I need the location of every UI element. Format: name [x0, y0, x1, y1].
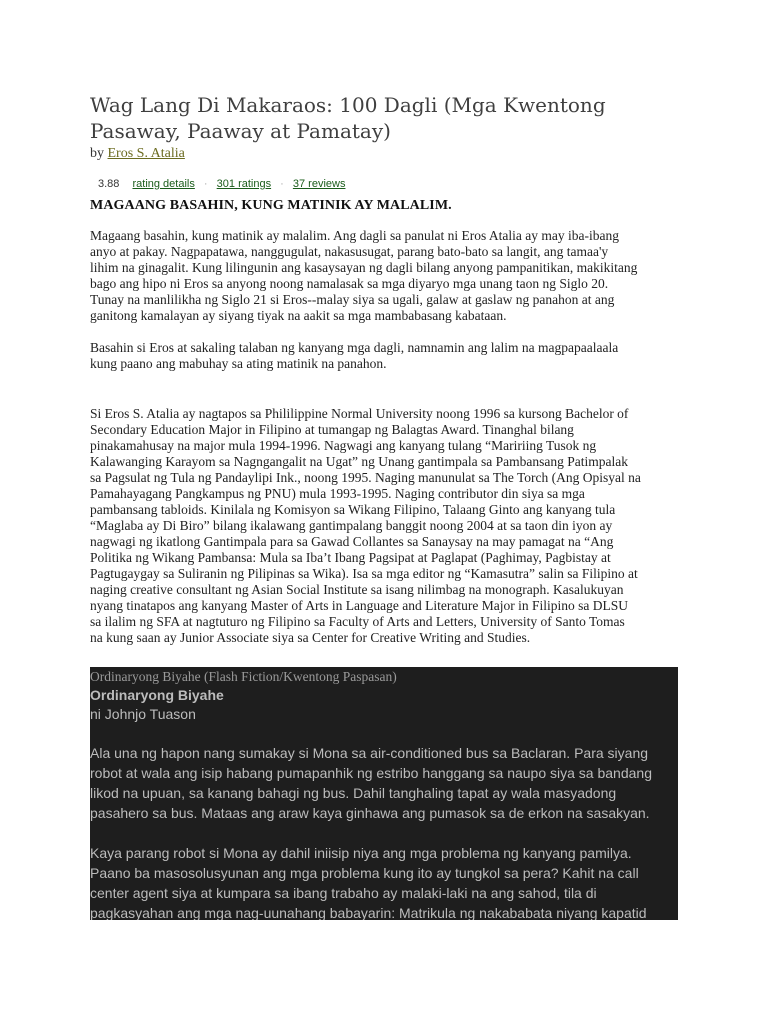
excerpt-author: ni Johnjo Tuason: [90, 706, 196, 722]
excerpt-paragraph-1: [90, 743, 678, 823]
text-line: nagwagi ng ikatlong Gantimpala para sa Gawad Collantes sa Sanaysay na may pamagat na “Ang: [90, 534, 614, 549]
text-line: Magaang basahin, kung matinik ay malalim. Ang dagli sa panulat ni Eros Atalia ay may iba-ibang: [90, 228, 619, 243]
by-label: by: [90, 146, 104, 161]
text-line: ganitong kamalayan ay siyang tiyak na aakit sa mga mambabasang kabataan.: [90, 308, 507, 323]
text-line: anyo at pakay. Nagpapatawa, nanggugulat, nakasusugat, parang bato-bato sa langit, ang tamaa'y: [90, 244, 609, 259]
text-line: pasahero sa bus. Mataas ang araw kaya ginhawa ang pumasok sa de erkon na sasakyan.: [90, 805, 650, 821]
text-line: pinakamahusay na major mula 1994-1996. Nagwagi ang kanyang tulang “Maririing Tusok ng: [90, 438, 597, 453]
author-bio-paragraph: [90, 406, 680, 646]
excerpt-paragraph-2: [90, 843, 678, 920]
text-line: bago ang hipo ni Eros sa anyong noong namalasak sa mga diyaryo mga unang taon ng Siglo 20.: [90, 276, 609, 291]
description-heading: MAGAANG BASAHIN, KUNG MATINIK AY MALALIM.: [90, 198, 452, 213]
rating-details-link[interactable]: rating details: [132, 178, 195, 190]
text-line: Tunay na manlilikha ng Siglo 21 si Eros--malay siya sa ugali, galaw at gaslaw ng panahon at ang: [90, 292, 615, 307]
reviews-count-link[interactable]: 37 reviews: [292, 178, 346, 190]
text-line: pagkasyahan ang mga nag-uunahang babayarin: Matrikula ng nakababata niyang kapatid: [90, 905, 647, 920]
text-line: sa Pagsulat ng Tula ng Pandaylipi Ink., noong 1995. Naging manunulat sa The Torch (Ang Opisyal na: [90, 470, 641, 485]
ratings-count-link[interactable]: 301 ratings: [216, 178, 272, 190]
text-line: nyang tinatapos ang kanyang Master of Arts in Language and Literature Major in Filipino sa DLSU: [90, 598, 629, 613]
text-line: Paano ba masosolusyunan ang mga problema kung ito ay tungkol sa pera? Kahit na call: [90, 865, 639, 881]
text-line: Si Eros S. Atalia ay nagtapos sa Phililippine Normal University noong 1996 sa kursong Bachelor of: [90, 406, 629, 421]
text-line: lihim na ginagalit. Kung lilingunin ang kasaysayan ng dagli bilang anyong pampanitikan, makikitang: [90, 260, 638, 275]
description-paragraph-2: [90, 340, 680, 372]
text-line: sa ilalim ng SFA at nagtuturo ng Filipino sa Faculty of Arts and Letters, University of Santo Tomas: [90, 614, 625, 629]
text-line: naging creative consultant ng Asian Social Institute sa isang nilimbag na monograph. Kasalukuyan: [90, 582, 624, 597]
text-line: center agent siya at kumpara sa ibang trabaho ay malaki-laki na ang sahod, tila di: [90, 885, 597, 901]
excerpt-title: Ordinaryong Biyahe: [90, 687, 224, 703]
excerpt-box: [90, 667, 678, 920]
text-line: likod na upuan, sa kanang bahagi ng bus. Dahil tanghaling tapat ay wala masyadong: [90, 785, 617, 801]
text-line: kung paano ang mabuhay sa ating matinik na panahon.: [90, 356, 387, 371]
separator-dot-icon: ·: [280, 178, 284, 190]
average-rating: 3.88: [98, 178, 120, 190]
text-line: pambansang tabloids. Kinilala ng Komisyon sa Wikang Filipino, Talaang Ginto ang kanyang tula: [90, 502, 616, 517]
text-line: Kalawanging Karayom sa Nagngangalit na Ugat” ng Unang gantimpala sa Pambansang Patimpalak: [90, 454, 628, 469]
text-line: “Maglaba ay Di Biro” bilang ikalawang gantimpalang banggit noong 2004 at sa taon din iyon ay: [90, 518, 613, 533]
separator-dot-icon: ·: [203, 178, 208, 190]
byline: [90, 146, 680, 162]
text-line: Basahin si Eros at sakaling talaban ng kanyang mga dagli, namnamin ang lalim na magpapaalaala: [90, 340, 619, 355]
text-line: na kung saan ay Junior Associate siya sa Center for Creative Writing and Studies.: [90, 630, 531, 645]
text-line: Politika ng Wikang Pambansa: Mula sa Iba’t Ibang Pagsipat at Paglapat (Paghimay, Pagbistay at: [90, 550, 611, 565]
rating-row: [90, 178, 680, 190]
description-paragraph-1: [90, 228, 680, 324]
excerpt-header: Ordinaryong Biyahe (Flash Fiction/Kwentong Paspasan): [90, 669, 397, 684]
author-link[interactable]: Eros S. Atalia: [107, 146, 185, 161]
text-line: robot at wala ang isip habang pumapanhik ng estribo hanggang sa naupo siya sa bandang: [90, 765, 652, 781]
book-title: Wag Lang Di Makaraos: 100 Dagli (Mga Kwentong Pasaway, Paaway at Pamatay): [90, 93, 606, 143]
book-details: [90, 92, 680, 646]
text-line: Secondary Education Major in Filipino at tumangap ng Balagtas Award. Tinanghal bilang: [90, 422, 574, 437]
text-line: Pagtugaygay sa Suliranin ng Pilipinas sa Wika). Isa sa mga editor ng “Kamasutra” salin sa Filipino at: [90, 566, 638, 581]
text-line: Pamahayagang Pangkampus ng PNU) mula 1993-1995. Naging contributor din siya sa mga: [90, 486, 585, 501]
text-line: Ala una ng hapon nang sumakay si Mona sa air-conditioned bus sa Baclaran. Para siyang: [90, 745, 649, 761]
text-line: Kaya parang robot si Mona ay dahil iniisip niya ang mga problema ng kanyang pamilya.: [90, 845, 632, 861]
